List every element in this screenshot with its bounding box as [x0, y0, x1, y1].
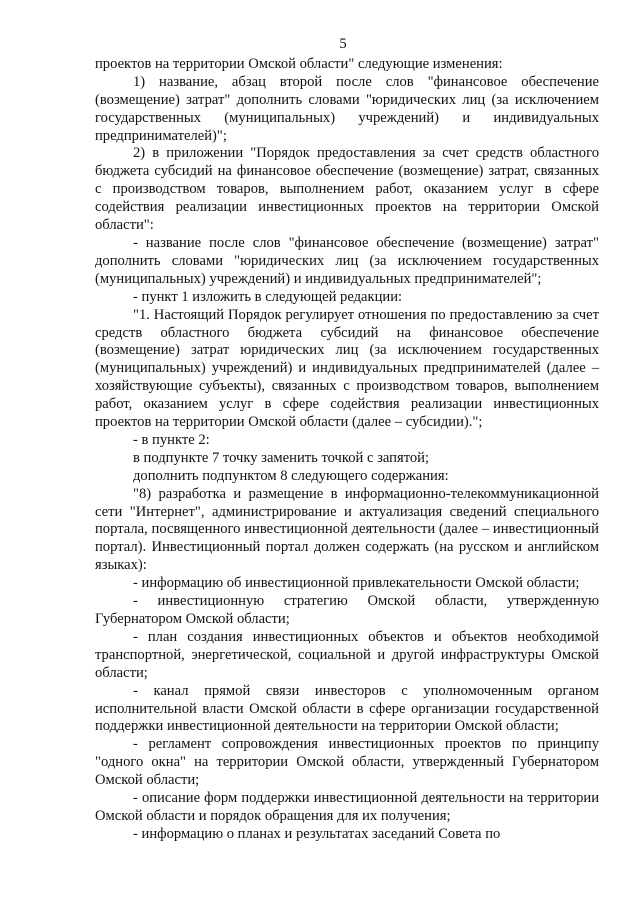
paragraph: "8) разработка и размещение в информационно-телекоммуникационной сети "Интернет", администрирование и актуализация сведений специального портала, посвященного инвестиционной деятельности (далее – инвестиционный портал). Инвестиционный портал должен содержать (на русском и английском языках):	[95, 485, 599, 574]
paragraph: "1. Настоящий Порядок регулирует отношения по предоставлению за счет средств областного бюджета субсидий на финансовое обеспечение (возмещение) затрат юридических лиц (за исключением государственных (муниципальных) учреждений) и индивидуальных предпринимателей (далее – хозяйствующие субъекты), связанных с производством товаров, выполнением работ, оказанием услуг в сфере содействия реализации инвестиционных проектов на территории Омской области (далее – субсидии).";	[95, 306, 599, 431]
paragraph: - регламент сопровождения инвестиционных проектов по принципу "одного окна" на территории Омской области, утвержденный Губернатором Омской области;	[95, 736, 599, 789]
paragraph: - план создания инвестиционных объектов и объектов необходимой транспортной, энергетической, социальной и другой инфраструктуры Омской области;	[95, 628, 599, 681]
paragraph: - информацию об инвестиционной привлекательности Омской области;	[133, 575, 580, 592]
paragraph: - описание форм поддержки инвестиционной деятельности на территории Омской области и порядок обращения для их получения;	[95, 790, 599, 824]
paragraph: - название после слов "финансовое обеспечение (возмещение) затрат" дополнить словами "юридических лиц (за исключением государственных (муниципальных) учреждений) и индивидуальных предпринимателей";	[95, 234, 599, 287]
paragraph: 1) название, абзац второй после слов "финансовое обеспечение (возмещение) затрат" дополнить словами "юридических лиц (за исключением государственных (муниципальных) учреждений) и индивидуальных предпринимателей)";	[95, 73, 599, 144]
paragraph: 2) в приложении "Порядок предоставления за счет средств областного бюджета субсидий на финансовое обеспечение (возмещение) затрат, связанных с производством товаров, выполнением работ, оказанием услуг в сфере содействия реализации инвестиционных проектов на территории Омской области":	[95, 145, 599, 234]
page-number: 5	[339, 36, 347, 52]
document-page	[95, 36, 599, 844]
paragraph: проектов на территории Омской области" следующие изменения:	[95, 55, 503, 72]
paragraph: - канал прямой связи инвесторов с уполномоченным органом исполнительной власти Омской области в сфере организации государственной поддержки инвестиционной деятельности на территории Омской области;	[95, 682, 599, 735]
paragraph: - информацию о планах и результатах заседаний Совета по	[133, 825, 501, 842]
paragraph: дополнить подпунктом 8 следующего содержания:	[133, 467, 449, 484]
paragraph: - пункт 1 изложить в следующей редакции:	[133, 288, 403, 305]
paragraph: - в пункте 2:	[133, 431, 210, 448]
paragraph: - инвестиционную стратегию Омской области, утвержденную Губернатором Омской области;	[95, 593, 599, 627]
document-body	[95, 56, 599, 844]
paragraph: в подпункте 7 точку заменить точкой с запятой;	[133, 449, 430, 466]
